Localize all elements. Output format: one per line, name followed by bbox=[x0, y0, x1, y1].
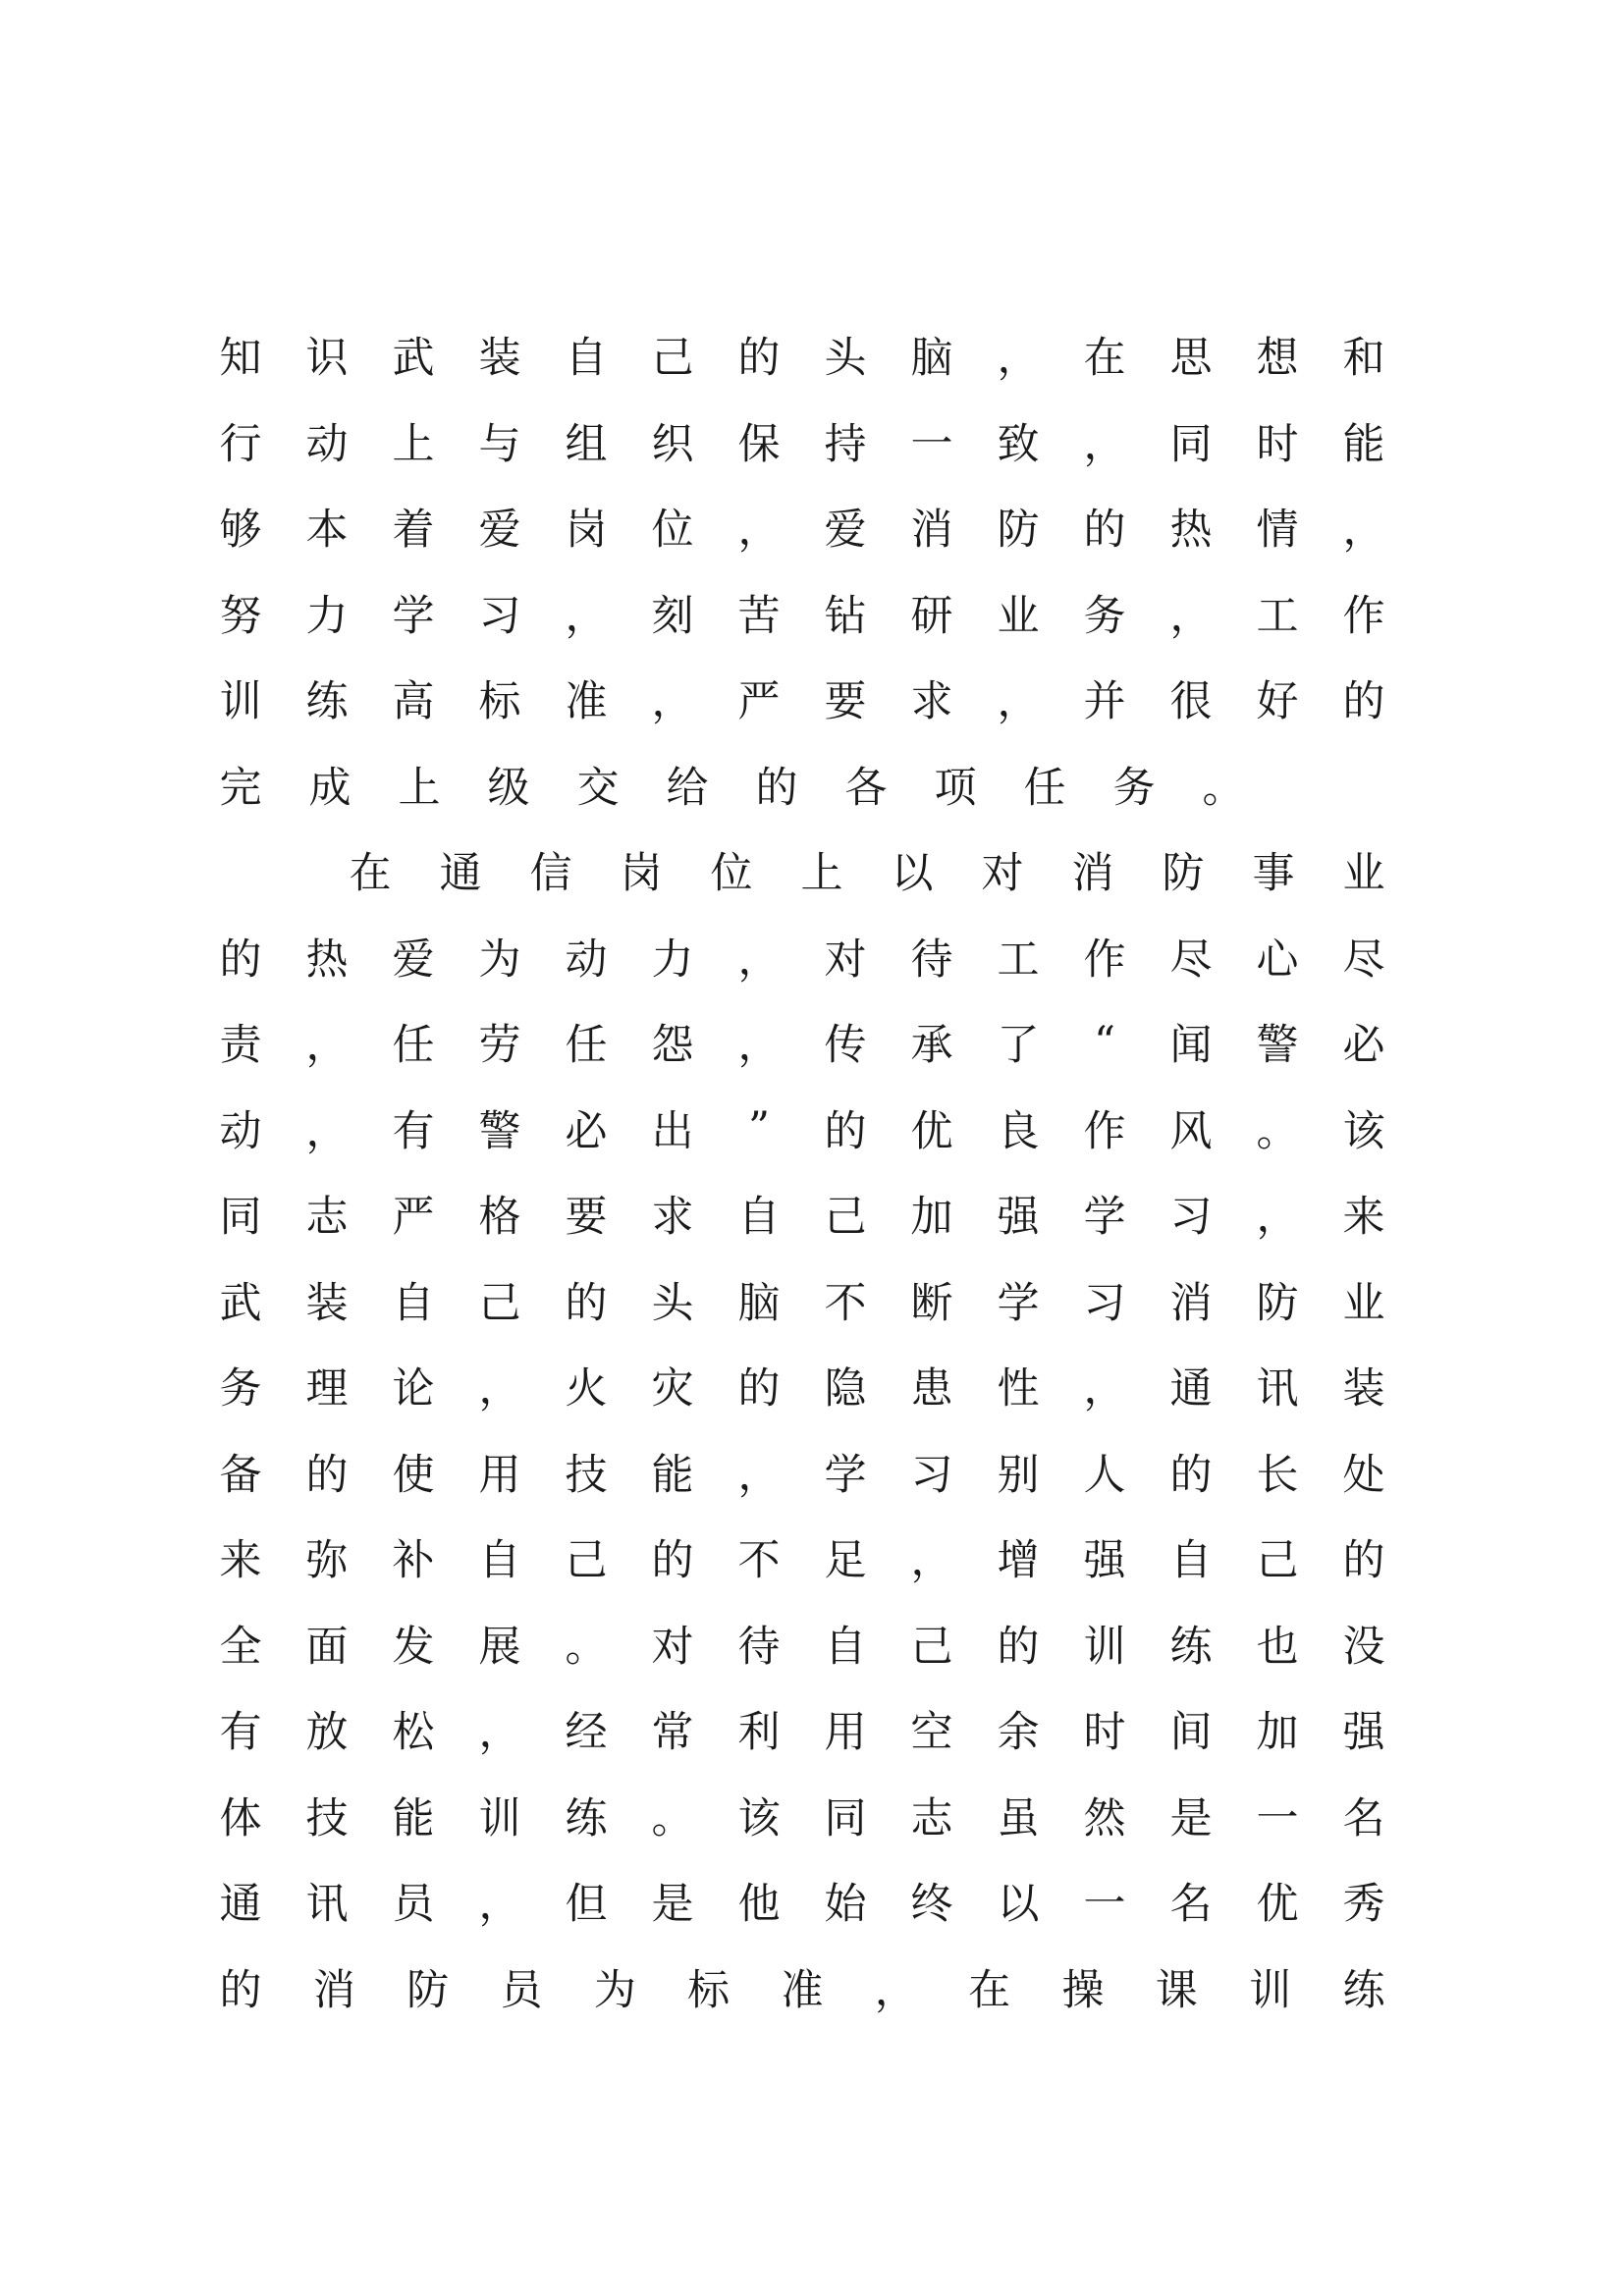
text-line bbox=[218, 1945, 1386, 2031]
text-char: 的 bbox=[651, 1536, 694, 1586]
text-char: 知 bbox=[219, 334, 262, 384]
text-char: 给 bbox=[666, 763, 709, 813]
text-char: 任 bbox=[565, 1021, 608, 1071]
text-char: ， bbox=[737, 934, 781, 985]
text-char: 求 bbox=[651, 1193, 694, 1243]
text-char: 尽 bbox=[1342, 934, 1385, 985]
text-char: 必 bbox=[565, 1106, 608, 1156]
text-char: 高 bbox=[392, 677, 435, 727]
text-char: 闻 bbox=[1169, 1021, 1213, 1071]
text-char: 工 bbox=[1256, 591, 1299, 641]
text-line bbox=[218, 399, 1386, 485]
text-char: 强 bbox=[1342, 1708, 1385, 1758]
text-char: 消 bbox=[910, 506, 953, 556]
text-char: 技 bbox=[305, 1793, 349, 1843]
text-char: 火 bbox=[565, 1364, 608, 1415]
text-line bbox=[218, 1343, 1386, 1429]
text-char: 志 bbox=[305, 1193, 349, 1243]
text-char: 格 bbox=[478, 1193, 521, 1243]
text-char: 讯 bbox=[305, 1880, 349, 1930]
text-char: 事 bbox=[1252, 849, 1295, 899]
text-char: 为 bbox=[478, 934, 521, 985]
text-char: 学 bbox=[392, 591, 435, 641]
text-char: 要 bbox=[824, 677, 867, 727]
text-char: 处 bbox=[1342, 1450, 1385, 1500]
text-char: 经 bbox=[565, 1708, 608, 1758]
text-char: 钻 bbox=[824, 591, 867, 641]
text-char: 对 bbox=[651, 1622, 694, 1672]
text-char: 要 bbox=[565, 1193, 608, 1243]
text-char: 和 bbox=[1342, 334, 1385, 384]
text-char: 备 bbox=[219, 1450, 262, 1500]
text-line bbox=[218, 656, 1386, 742]
text-char: 通 bbox=[1169, 1364, 1213, 1415]
text-char: 发 bbox=[392, 1622, 435, 1672]
body-text bbox=[218, 312, 1386, 2030]
text-char: 常 bbox=[651, 1708, 694, 1758]
text-char: 论 bbox=[392, 1364, 435, 1415]
text-char: ， bbox=[478, 1880, 521, 1930]
text-char: 的 bbox=[565, 1278, 608, 1328]
text-char: 有 bbox=[392, 1106, 435, 1156]
text-char: 行 bbox=[219, 419, 262, 469]
text-char: 的 bbox=[824, 1106, 867, 1156]
text-char: 该 bbox=[1342, 1106, 1385, 1156]
text-char: 的 bbox=[1083, 506, 1126, 556]
text-char: 的 bbox=[1342, 677, 1385, 727]
text-char: 体 bbox=[219, 1793, 262, 1843]
text-char: 消 bbox=[1071, 849, 1114, 899]
text-char: 责 bbox=[219, 1021, 262, 1071]
text-char: 展 bbox=[478, 1622, 521, 1672]
text-char: 是 bbox=[1169, 1793, 1213, 1843]
text-char: 防 bbox=[1162, 849, 1205, 899]
text-char: 员 bbox=[500, 1965, 543, 2015]
text-char: 严 bbox=[392, 1193, 435, 1243]
text-char: 织 bbox=[651, 419, 694, 469]
text-char: 能 bbox=[392, 1793, 435, 1843]
text-char: 的 bbox=[219, 1965, 262, 2015]
text-char: 在 bbox=[1083, 334, 1126, 384]
text-char: ， bbox=[737, 1450, 781, 1500]
text-char: 持 bbox=[824, 419, 867, 469]
text-char: 操 bbox=[1061, 1965, 1105, 2015]
text-char: 标 bbox=[478, 677, 521, 727]
text-char: 上 bbox=[392, 419, 435, 469]
text-char: 脑 bbox=[737, 1278, 781, 1328]
text-char: 任 bbox=[392, 1021, 435, 1071]
text-char: 该 bbox=[737, 1793, 781, 1843]
text-char: 爱 bbox=[478, 506, 521, 556]
text-char: 信 bbox=[529, 849, 572, 899]
text-char: ， bbox=[997, 334, 1040, 384]
text-char: 有 bbox=[219, 1708, 262, 1758]
text-char: 是 bbox=[651, 1880, 694, 1930]
text-line bbox=[218, 1601, 1386, 1687]
text-char: 。 bbox=[1202, 763, 1245, 813]
text-char: 优 bbox=[910, 1106, 953, 1156]
text-char: 的 bbox=[737, 1364, 781, 1415]
text-char: 秀 bbox=[1342, 1880, 1385, 1930]
text-char: 学 bbox=[1083, 1193, 1126, 1243]
text-char: 位 bbox=[710, 849, 753, 899]
text-char: ， bbox=[1169, 591, 1213, 641]
text-char: 脑 bbox=[910, 334, 953, 384]
text-char: 武 bbox=[219, 1278, 262, 1328]
text-line bbox=[218, 742, 1386, 828]
text-char: 爱 bbox=[824, 506, 867, 556]
text-char: 武 bbox=[392, 334, 435, 384]
text-char: 己 bbox=[824, 1193, 867, 1243]
text-line bbox=[218, 1429, 1386, 1516]
text-line bbox=[218, 570, 1386, 657]
text-char: 名 bbox=[1169, 1880, 1213, 1930]
text-char: 业 bbox=[1342, 849, 1385, 899]
text-char: 上 bbox=[800, 849, 843, 899]
text-char: ， bbox=[910, 1536, 953, 1586]
text-char: ， bbox=[1256, 1193, 1299, 1243]
text-char: ， bbox=[737, 1021, 781, 1071]
text-char: 己 bbox=[565, 1536, 608, 1586]
text-char: 能 bbox=[1342, 419, 1385, 469]
text-char: 防 bbox=[1256, 1278, 1299, 1328]
text-char: 自 bbox=[565, 334, 608, 384]
text-char: 通 bbox=[219, 1880, 262, 1930]
text-char: 以 bbox=[997, 1880, 1040, 1930]
text-char: 级 bbox=[487, 763, 530, 813]
text-char: 务 bbox=[219, 1364, 262, 1415]
text-char: 以 bbox=[891, 849, 934, 899]
text-char: 在 bbox=[349, 849, 392, 899]
text-char: 标 bbox=[687, 1965, 731, 2015]
text-char: 强 bbox=[997, 1193, 1040, 1243]
text-char: 放 bbox=[305, 1708, 349, 1758]
text-char: 不 bbox=[737, 1536, 781, 1586]
text-char: 面 bbox=[305, 1622, 349, 1672]
text-char: 。 bbox=[1256, 1106, 1299, 1156]
text-char: 很 bbox=[1169, 677, 1213, 727]
text-char: 严 bbox=[737, 677, 781, 727]
text-line bbox=[218, 484, 1386, 570]
text-char: 怨 bbox=[651, 1021, 694, 1071]
text-char: 刻 bbox=[651, 591, 694, 641]
text-char: 时 bbox=[1083, 1708, 1126, 1758]
text-char: ， bbox=[737, 506, 781, 556]
text-char: 一 bbox=[1083, 1880, 1126, 1930]
text-char: 为 bbox=[593, 1965, 636, 2015]
text-char: 着 bbox=[392, 506, 435, 556]
text-char: 自 bbox=[824, 1622, 867, 1672]
text-char: 名 bbox=[1342, 1793, 1385, 1843]
text-char: 业 bbox=[997, 591, 1040, 641]
text-char: 热 bbox=[305, 934, 349, 985]
text-line bbox=[218, 1858, 1386, 1945]
text-char: 装 bbox=[478, 334, 521, 384]
text-char: 对 bbox=[824, 934, 867, 985]
text-char: 力 bbox=[305, 591, 349, 641]
text-char: ， bbox=[1083, 1364, 1126, 1415]
text-char: 练 bbox=[565, 1793, 608, 1843]
text-char: 与 bbox=[478, 419, 521, 469]
text-char: 作 bbox=[1342, 591, 1385, 641]
text-char: 保 bbox=[737, 419, 781, 469]
text-char: 不 bbox=[824, 1278, 867, 1328]
text-char: 的 bbox=[997, 1622, 1040, 1672]
text-char: 工 bbox=[997, 934, 1040, 985]
text-char: 理 bbox=[305, 1364, 349, 1415]
text-char: 同 bbox=[1169, 419, 1213, 469]
text-char: 人 bbox=[1083, 1450, 1126, 1500]
text-line bbox=[218, 1773, 1386, 1859]
text-char: 位 bbox=[651, 506, 694, 556]
text-char: 致 bbox=[997, 419, 1040, 469]
text-line bbox=[218, 1515, 1386, 1601]
text-char: 学 bbox=[997, 1278, 1040, 1328]
text-char: ” bbox=[748, 1103, 770, 1153]
text-char: 项 bbox=[934, 763, 977, 813]
text-char: ， bbox=[478, 1708, 521, 1758]
text-char: 隐 bbox=[824, 1364, 867, 1415]
text-char: 了 bbox=[997, 1021, 1040, 1071]
text-char: 良 bbox=[997, 1106, 1040, 1156]
text-char: 务 bbox=[1112, 763, 1156, 813]
text-char: 自 bbox=[1169, 1536, 1213, 1586]
text-char: 患 bbox=[910, 1364, 953, 1415]
text-char: 岗 bbox=[565, 506, 608, 556]
text-char: 全 bbox=[219, 1622, 262, 1672]
text-char: 好 bbox=[1256, 677, 1299, 727]
text-char: 技 bbox=[565, 1450, 608, 1500]
text-char: 时 bbox=[1256, 419, 1299, 469]
text-char: 终 bbox=[910, 1880, 953, 1930]
text-char: 装 bbox=[1342, 1364, 1385, 1415]
text-line bbox=[218, 914, 1386, 1000]
text-char: 也 bbox=[1256, 1622, 1299, 1672]
text-char: 力 bbox=[651, 934, 694, 985]
text-char: 自 bbox=[478, 1536, 521, 1586]
text-char: 头 bbox=[824, 334, 867, 384]
text-char: 装 bbox=[305, 1278, 349, 1328]
text-char: 同 bbox=[824, 1793, 867, 1843]
text-char: 识 bbox=[305, 334, 349, 384]
text-char: 警 bbox=[1256, 1021, 1299, 1071]
text-char: 没 bbox=[1342, 1622, 1385, 1672]
text-char: 的 bbox=[219, 934, 262, 985]
text-char: 训 bbox=[219, 677, 262, 727]
text-char: 一 bbox=[1256, 1793, 1299, 1843]
text-char: 用 bbox=[478, 1450, 521, 1500]
text-char: 思 bbox=[1169, 334, 1213, 384]
text-char: 弥 bbox=[305, 1536, 349, 1586]
text-char: 足 bbox=[824, 1536, 867, 1586]
text-char: 交 bbox=[576, 763, 620, 813]
text-char: 练 bbox=[1169, 1622, 1213, 1672]
text-char: 爱 bbox=[392, 934, 435, 985]
text-char: 。 bbox=[651, 1793, 694, 1843]
text-char: 风 bbox=[1169, 1106, 1213, 1156]
text-char: “ bbox=[1094, 1017, 1115, 1067]
paragraph-first-line bbox=[218, 828, 1386, 914]
text-char: 习 bbox=[910, 1450, 953, 1500]
text-char: 对 bbox=[981, 849, 1024, 899]
text-char: 的 bbox=[1342, 1536, 1385, 1586]
text-char: 求 bbox=[910, 677, 953, 727]
text-char: 业 bbox=[1342, 1278, 1385, 1328]
text-char: 消 bbox=[312, 1965, 355, 2015]
text-char: 出 bbox=[651, 1106, 694, 1156]
text-char: 利 bbox=[737, 1708, 781, 1758]
text-char: 尽 bbox=[1169, 934, 1213, 985]
text-char: 长 bbox=[1256, 1450, 1299, 1500]
text-char: 情 bbox=[1256, 506, 1299, 556]
text-char: 始 bbox=[824, 1880, 867, 1930]
text-char: 训 bbox=[478, 1793, 521, 1843]
text-char: 劳 bbox=[478, 1021, 521, 1071]
text-char: 通 bbox=[439, 849, 482, 899]
text-char: 岗 bbox=[620, 849, 663, 899]
text-char: 己 bbox=[1256, 1536, 1299, 1586]
text-char: 本 bbox=[305, 506, 349, 556]
text-line bbox=[218, 1686, 1386, 1773]
text-char: 完 bbox=[219, 763, 262, 813]
text-char: ， bbox=[651, 677, 694, 727]
text-char: 待 bbox=[737, 1622, 781, 1672]
text-char: 准 bbox=[565, 677, 608, 727]
text-char: 学 bbox=[824, 1450, 867, 1500]
text-char: 习 bbox=[1169, 1193, 1213, 1243]
text-char: 作 bbox=[1083, 1106, 1126, 1156]
text-char: 传 bbox=[824, 1021, 867, 1071]
text-char: ， bbox=[478, 1364, 521, 1415]
text-char: ， bbox=[305, 1021, 349, 1071]
text-char: 的 bbox=[755, 763, 798, 813]
text-char: 但 bbox=[565, 1880, 608, 1930]
text-char: 警 bbox=[478, 1106, 521, 1156]
text-char: 己 bbox=[478, 1278, 521, 1328]
text-char: 用 bbox=[824, 1708, 867, 1758]
text-char: 志 bbox=[910, 1793, 953, 1843]
text-char: 研 bbox=[910, 591, 953, 641]
text-char: 动 bbox=[305, 419, 349, 469]
text-char: 成 bbox=[308, 763, 352, 813]
text-char: 热 bbox=[1169, 506, 1213, 556]
text-char: 间 bbox=[1169, 1708, 1213, 1758]
text-char: 别 bbox=[997, 1450, 1040, 1500]
text-char: 动 bbox=[565, 934, 608, 985]
text-char: 习 bbox=[1083, 1278, 1126, 1328]
text-char: 自 bbox=[392, 1278, 435, 1328]
text-char: 虽 bbox=[997, 1793, 1040, 1843]
text-char: 员 bbox=[392, 1880, 435, 1930]
text-char: 并 bbox=[1083, 677, 1126, 727]
text-char: 训 bbox=[1249, 1965, 1292, 2015]
text-char: 优 bbox=[1256, 1880, 1299, 1930]
text-line bbox=[218, 999, 1386, 1086]
text-char: 增 bbox=[997, 1536, 1040, 1586]
text-char: 加 bbox=[910, 1193, 953, 1243]
text-char: 准 bbox=[781, 1965, 824, 2015]
text-char: 补 bbox=[392, 1536, 435, 1586]
text-char: 消 bbox=[1169, 1278, 1213, 1328]
text-char: 课 bbox=[1155, 1965, 1198, 2015]
text-char: 承 bbox=[910, 1021, 953, 1071]
text-char: ， bbox=[305, 1106, 349, 1156]
text-line bbox=[218, 1086, 1386, 1172]
text-char: 练 bbox=[1342, 1965, 1385, 2015]
text-line bbox=[218, 312, 1386, 399]
text-char: ， bbox=[1083, 419, 1126, 469]
text-char: 努 bbox=[219, 591, 262, 641]
text-char: 动 bbox=[219, 1106, 262, 1156]
text-char: 习 bbox=[478, 591, 521, 641]
text-char: 必 bbox=[1342, 1021, 1385, 1071]
text-char: 然 bbox=[1083, 1793, 1126, 1843]
text-char: 头 bbox=[651, 1278, 694, 1328]
text-char: ， bbox=[997, 677, 1040, 727]
text-char: 松 bbox=[392, 1708, 435, 1758]
text-char: 断 bbox=[910, 1278, 953, 1328]
text-char: 防 bbox=[997, 506, 1040, 556]
text-char: 各 bbox=[844, 763, 888, 813]
text-char: 来 bbox=[1342, 1193, 1385, 1243]
text-char: 的 bbox=[1169, 1450, 1213, 1500]
text-line bbox=[218, 1171, 1386, 1257]
text-char: 苦 bbox=[737, 591, 781, 641]
text-char: 强 bbox=[1083, 1536, 1126, 1586]
text-char: 想 bbox=[1256, 334, 1299, 384]
text-char: 。 bbox=[565, 1622, 608, 1672]
text-char: 上 bbox=[398, 763, 441, 813]
text-char: 作 bbox=[1083, 934, 1126, 985]
text-char: 己 bbox=[651, 334, 694, 384]
text-char: 训 bbox=[1083, 1622, 1126, 1672]
text-char: 性 bbox=[997, 1364, 1040, 1415]
text-char: 的 bbox=[737, 334, 781, 384]
text-char: 心 bbox=[1256, 934, 1299, 985]
text-char: 他 bbox=[737, 1880, 781, 1930]
text-char: 防 bbox=[406, 1965, 450, 2015]
text-char: 组 bbox=[565, 419, 608, 469]
text-char: 够 bbox=[219, 506, 262, 556]
text-line bbox=[218, 1257, 1386, 1344]
text-char: 灾 bbox=[651, 1364, 694, 1415]
text-char: 的 bbox=[305, 1450, 349, 1500]
text-char: 来 bbox=[219, 1536, 262, 1586]
text-char: 务 bbox=[1083, 591, 1126, 641]
text-char: ， bbox=[1342, 506, 1385, 556]
text-char: ， bbox=[874, 1965, 917, 2015]
text-char: ， bbox=[565, 591, 608, 641]
text-char: 加 bbox=[1256, 1708, 1299, 1758]
text-char: 空 bbox=[910, 1708, 953, 1758]
text-char: 练 bbox=[305, 677, 349, 727]
text-char: 在 bbox=[968, 1965, 1011, 2015]
text-char: 己 bbox=[910, 1622, 953, 1672]
text-char: 余 bbox=[997, 1708, 1040, 1758]
text-char: 使 bbox=[392, 1450, 435, 1500]
text-char: 同 bbox=[219, 1193, 262, 1243]
text-char: 待 bbox=[910, 934, 953, 985]
text-char: 能 bbox=[651, 1450, 694, 1500]
text-char: 任 bbox=[1023, 763, 1066, 813]
text-char: 一 bbox=[910, 419, 953, 469]
text-char: 自 bbox=[737, 1193, 781, 1243]
text-char: 讯 bbox=[1256, 1364, 1299, 1415]
